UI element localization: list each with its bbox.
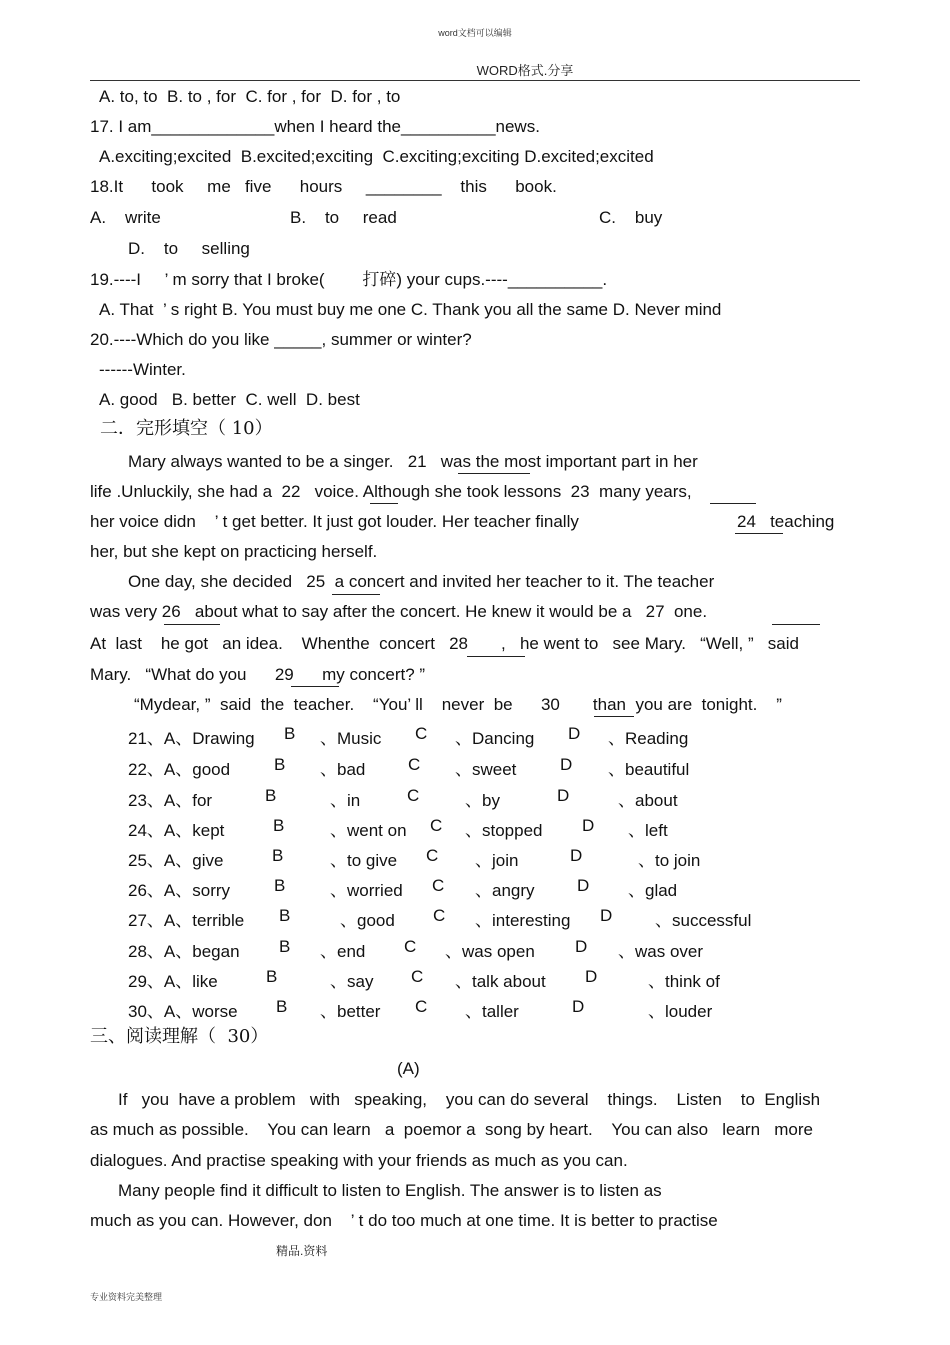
q18-option-b: B. to read [290, 208, 397, 227]
option-d-letter: D [582, 816, 595, 835]
option-b-letter: B [273, 816, 285, 835]
option-d: 、was over [618, 942, 704, 961]
option-d: 、about [618, 791, 678, 810]
option-b-letter: B [272, 846, 284, 865]
q16-options: A. to, to B. to , for C. for , for D. for , to [99, 87, 401, 106]
option-b-letter: B [279, 937, 291, 956]
option-c: 、angry [475, 881, 535, 900]
cloze-line-7: At last he got an idea. Whenthe concert 28 , he went to see Mary. “Well, ” said [90, 634, 799, 653]
option-b: 、better [320, 1002, 381, 1021]
option-c: 、stopped [465, 821, 543, 840]
option-b: 、worried [330, 881, 403, 900]
q19-options: A. That ’ s right B. You must buy me one C. Thank you all the same D. Never mind [99, 300, 722, 319]
option-c: 、was open [445, 942, 535, 961]
q18-stem: 18.It took me five hours ________ this book. [90, 177, 557, 196]
option-a: 27、A、terrible [128, 911, 245, 930]
cloze-line-6: was very 26 about what to say after the concert. He knew it would be a 27 one. [90, 602, 708, 621]
option-d: 、to join [638, 851, 701, 870]
blank-25-underline [332, 594, 380, 595]
header-title: WORD格式.分享 [476, 63, 574, 78]
q20-stem: 20.----Which do you like _____, summer or winter? [90, 330, 472, 349]
blank-26-underline [164, 624, 220, 625]
reading-line-1: If you have a problem with speaking, you can do several things. Listen to English [118, 1090, 821, 1109]
option-d-letter: D [560, 755, 573, 774]
reading-line-2: as much as possible. You can learn a poemor a song by heart. You can also learn more [90, 1120, 813, 1139]
q18-option-c: C. buy [599, 208, 663, 227]
option-b-letter: B [274, 755, 286, 774]
option-a: 28、A、began [128, 942, 240, 961]
cloze-line-8: Mary. “What do you 29 my concert? ” [90, 665, 426, 684]
option-d-letter: D [585, 967, 598, 986]
cloze-line-5: One day, she decided 25 a concert and invited her teacher to it. The teacher [128, 572, 715, 591]
option-b-letter: B [265, 786, 277, 805]
blank-24-underline [735, 533, 783, 534]
option-a: 29、A、like [128, 972, 218, 991]
option-c: 、by [465, 791, 500, 810]
option-b: 、to give [330, 851, 398, 870]
option-b-letter: B [266, 967, 278, 986]
footer-left-label: 专业资料完美整理 [90, 1292, 163, 1302]
blank-21-underline [458, 473, 530, 474]
header-rule [90, 80, 860, 81]
option-c-letter: C [433, 906, 446, 925]
option-d: 、think of [648, 972, 720, 991]
option-d-letter: D [570, 846, 583, 865]
option-c-letter: C [404, 937, 417, 956]
option-a: 23、A、for [128, 791, 213, 810]
reading-line-3: dialogues. And practise speaking with your friends as much as you can. [90, 1151, 628, 1170]
option-d: 、louder [648, 1002, 713, 1021]
blank-28-underline [467, 656, 525, 657]
option-b-letter: B [274, 876, 286, 895]
blank-30-underline [594, 716, 634, 717]
cloze-line-9: “Mydear, ” said the teacher. “You’ ll never be 30 than you are tonight. ” [134, 695, 782, 714]
cloze-line-2: life .Unluckily, she had a 22 voice. Although she took lessons 23 many years, [90, 482, 692, 501]
q19-stem: 19.----I ’ m sorry that I broke( 打碎) your cups.----__________. [90, 270, 608, 289]
option-d-letter: D [568, 724, 581, 743]
option-d-letter: D [600, 906, 613, 925]
option-c: 、interesting [475, 911, 571, 930]
option-a: 24、A、kept [128, 821, 225, 840]
option-b-letter: B [279, 906, 291, 925]
option-d-letter: D [557, 786, 570, 805]
reading-line-4: Many people find it difficult to listen to English. The answer is to listen as [118, 1181, 662, 1200]
option-b-letter: B [284, 724, 296, 743]
option-b: 、went on [330, 821, 407, 840]
option-a: 25、A、give [128, 851, 224, 870]
blank-22-underline [370, 503, 398, 504]
blank-27-underline [772, 624, 820, 625]
option-c: 、talk about [455, 972, 546, 991]
blank-29-underline [291, 686, 339, 687]
option-d: 、glad [628, 881, 678, 900]
option-b: 、good [340, 911, 395, 930]
cloze-line-3: her voice didn ’ t get better. It just got louder. Her teacher finally [90, 512, 579, 531]
option-d: 、left [628, 821, 668, 840]
q17-stem: 17. I am_____________when I heard the__________news. [90, 117, 540, 136]
option-c: 、taller [465, 1002, 519, 1021]
option-b: 、end [320, 942, 366, 961]
section2-heading: 二．完形填空（ 10） [100, 418, 273, 439]
footer-center-label: 精品.资料 [276, 1244, 328, 1258]
q18-option-a: A. write [90, 208, 161, 227]
option-d: 、successful [655, 911, 752, 930]
option-c-letter: C [415, 724, 428, 743]
option-a: 21、A、Drawing [128, 729, 255, 748]
option-d: 、beautiful [608, 760, 690, 779]
cloze-line-4: her, but she kept on practicing herself. [90, 542, 378, 561]
option-d: 、Reading [608, 729, 689, 748]
option-c-letter: C [432, 876, 445, 895]
option-a: 22、A、good [128, 760, 231, 779]
q17-options: A.exciting;excited B.excited;exciting C.exciting;exciting D.excited;excited [99, 147, 654, 166]
option-c: 、sweet [455, 760, 517, 779]
option-b: 、in [330, 791, 361, 810]
option-c-letter: C [415, 997, 428, 1016]
option-b: 、bad [320, 760, 366, 779]
reading-line-5: much as you can. However, don ’ t do too much at one time. It is better to practise [90, 1211, 718, 1230]
option-c-letter: C [426, 846, 439, 865]
option-d-letter: D [572, 997, 585, 1016]
option-c: 、Dancing [455, 729, 535, 748]
header-watermark: word文档可以编辑 [438, 28, 512, 38]
blank-23-underline [710, 503, 756, 504]
option-b: 、say [330, 972, 374, 991]
option-a: 30、A、worse [128, 1002, 238, 1021]
cloze-line-3-end: 24 teaching [737, 512, 835, 531]
option-b-letter: B [276, 997, 288, 1016]
option-d-letter: D [577, 876, 590, 895]
option-b: 、Music [320, 729, 382, 748]
q20-answer: ------Winter. [99, 360, 186, 379]
q18-option-d: D. to selling [128, 239, 250, 258]
option-d-letter: D [575, 937, 588, 956]
passage-a-label: (A) [397, 1059, 420, 1078]
option-c-letter: C [408, 755, 421, 774]
option-a: 26、A、sorry [128, 881, 231, 900]
option-c-letter: C [407, 786, 420, 805]
option-c: 、join [475, 851, 519, 870]
cloze-line-1: Mary always wanted to be a singer. 21 was the most important part in her [128, 452, 698, 471]
option-c-letter: C [411, 967, 424, 986]
section3-heading: 三、阅读理解（ 30） [90, 1026, 269, 1047]
q20-options: A. good B. better C. well D. best [99, 390, 360, 409]
option-c-letter: C [430, 816, 443, 835]
